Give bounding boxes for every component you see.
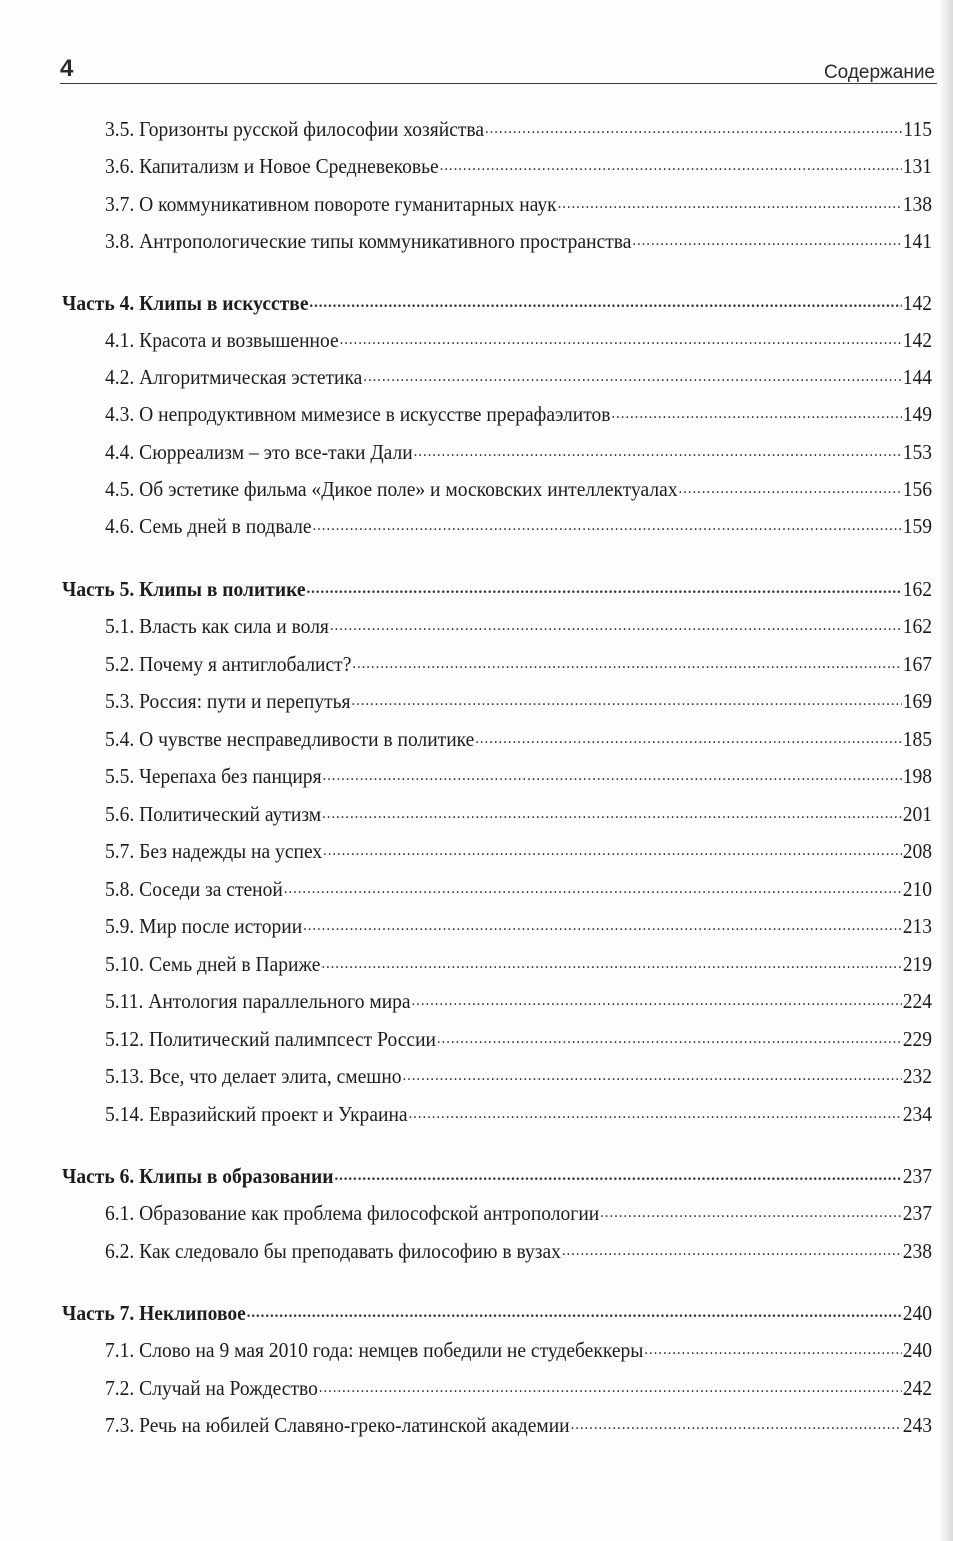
- toc-entry-number: Часть 4.: [62, 291, 135, 315]
- toc-entry-title: [105, 726, 474, 752]
- toc-page-number: 169: [902, 689, 932, 713]
- dot-leader: [414, 439, 902, 465]
- toc-entry-number: 5.4.: [105, 727, 135, 751]
- toc-entry-title: [62, 576, 306, 602]
- dot-leader: [408, 1101, 901, 1127]
- toc-entry: [105, 720, 932, 752]
- toc-entry-title: [105, 1412, 570, 1438]
- toc-page-number: 144: [902, 365, 932, 389]
- dot-leader: [440, 153, 902, 179]
- toc-entry-text: Слово на 9 мая 2010 года: немцев победили не студебеккеры: [139, 1338, 644, 1362]
- dot-leader: [323, 838, 902, 864]
- dot-leader: [334, 1163, 901, 1189]
- toc-entry-text: Речь на юбилей Славяно-греко-латинской академии: [139, 1413, 570, 1437]
- toc-entry: [105, 757, 932, 789]
- toc-entry-text: Семь дней в подвале: [139, 514, 312, 538]
- toc-page-number: 159: [902, 514, 932, 538]
- dot-leader: [558, 191, 902, 217]
- toc-entry: [105, 682, 932, 714]
- toc-page-number: 224: [902, 989, 932, 1013]
- toc-entry-text: Россия: пути и перепутья: [139, 689, 351, 713]
- dot-leader: [632, 228, 901, 254]
- toc-entry-title: [105, 1238, 561, 1264]
- toc-part-heading: [62, 1294, 932, 1326]
- toc-entry-text: Алгоритмическая эстетика: [139, 365, 363, 389]
- dot-leader: [352, 651, 901, 677]
- dot-leader: [319, 1375, 902, 1401]
- toc-entry-number: 5.7.: [105, 839, 135, 863]
- dot-leader: [351, 688, 901, 714]
- toc-page-number: 167: [902, 652, 932, 676]
- toc-entry-text: Все, что делает элита, смешно: [148, 1064, 402, 1088]
- toc-entry-text: Почему я антиглобалист?: [139, 652, 352, 676]
- toc-entry-text: Об эстетике фильма «Дикое поле» и московских интеллектуалах: [139, 477, 678, 501]
- dot-leader: [562, 1238, 902, 1264]
- toc-page-number: 243: [902, 1413, 932, 1437]
- toc-page-number: 213: [902, 914, 932, 938]
- toc-entry-number: 3.5.: [105, 117, 135, 141]
- toc-page-number: 201: [902, 802, 932, 826]
- toc-entry-number: 4.5.: [105, 477, 135, 501]
- toc-entry: [105, 870, 932, 902]
- toc-entry-title: [105, 838, 322, 864]
- toc-entry-number: Часть 6.: [62, 1164, 135, 1188]
- toc-entry-title: [105, 1200, 599, 1226]
- toc-entry-title: [105, 153, 439, 179]
- toc-entry-text: Горизонты русской философии хозяйства: [139, 117, 485, 141]
- toc-entry-text: Красота и возвышенное: [139, 328, 339, 352]
- toc-entry-number: 5.9.: [105, 914, 135, 938]
- dot-leader: [313, 513, 902, 539]
- toc-entry: [105, 358, 932, 390]
- toc-entry-number: 5.14.: [105, 1102, 145, 1126]
- toc-entry: [105, 1331, 932, 1363]
- toc-entry-text: О чувстве несправедливости в политике: [139, 727, 475, 751]
- toc-entry-number: 3.7.: [105, 192, 135, 216]
- toc-entry-title: [105, 439, 413, 465]
- toc-entry-title: [105, 1063, 402, 1089]
- toc-entry-title: [105, 327, 339, 353]
- toc-entry-text: Власть как сила и воля: [139, 614, 329, 638]
- toc-entry-title: [105, 1026, 436, 1052]
- toc-entry-text: Неклиповое: [139, 1301, 246, 1325]
- toc-entry: [105, 470, 932, 502]
- toc-entry-number: 5.5.: [105, 764, 135, 788]
- toc-page-number: 198: [902, 764, 932, 788]
- toc-page-number: 238: [902, 1239, 932, 1263]
- dot-leader: [679, 476, 902, 502]
- toc-page-number: 240: [902, 1301, 932, 1325]
- toc-entry: [105, 147, 932, 179]
- toc-entry: [105, 1020, 932, 1052]
- toc-page-number: 185: [902, 727, 932, 751]
- toc-entry-title: [62, 1163, 334, 1189]
- toc-entry: [105, 832, 932, 864]
- toc-entry-text: Политический аутизм: [139, 802, 322, 826]
- dot-leader: [321, 951, 901, 977]
- toc-entry-title: [105, 801, 321, 827]
- toc-entry: [105, 907, 932, 939]
- toc-entry-text: Клипы в искусстве: [139, 291, 309, 315]
- toc-page-number: 131: [902, 154, 932, 178]
- dot-leader: [247, 1300, 902, 1326]
- toc-page-number: 138: [902, 192, 932, 216]
- toc-page-number: 242: [902, 1376, 932, 1400]
- toc-entry: [105, 1232, 932, 1264]
- dot-leader: [340, 327, 902, 353]
- toc-page-number: 149: [902, 402, 932, 426]
- toc-entry-text: Как следовало бы преподавать философию в вузах: [139, 1239, 561, 1263]
- toc-entry-title: [105, 191, 557, 217]
- toc-page-number: 208: [902, 839, 932, 863]
- toc-entry-number: 5.3.: [105, 689, 135, 713]
- toc-entry: [105, 1095, 932, 1127]
- toc-entry-number: 3.8.: [105, 229, 135, 253]
- dot-leader: [571, 1412, 902, 1438]
- dot-leader: [309, 290, 901, 316]
- dot-leader: [485, 116, 902, 142]
- toc-entry-number: 7.2.: [105, 1376, 135, 1400]
- dot-leader: [644, 1337, 901, 1363]
- dot-leader: [330, 613, 902, 639]
- toc-entry-text: Политический палимпсест России: [148, 1027, 436, 1051]
- toc-entry-title: [105, 951, 320, 977]
- toc-part-heading: [62, 570, 932, 602]
- toc-entry-text: Капитализм и Новое Средневековье: [139, 154, 439, 178]
- toc-page-number: 115: [903, 117, 932, 141]
- toc-entry: [105, 945, 932, 977]
- toc-entry-number: 5.11.: [105, 989, 144, 1013]
- toc-entry-number: Часть 5.: [62, 577, 135, 601]
- toc-entry: [105, 433, 932, 465]
- toc-entry: [105, 1406, 932, 1438]
- toc-entry-number: 4.2.: [105, 365, 135, 389]
- dot-leader: [402, 1063, 901, 1089]
- toc-entry-title: [105, 476, 678, 502]
- toc-page-number: 153: [902, 440, 932, 464]
- toc-entry-number: 5.12.: [105, 1027, 145, 1051]
- toc-entry-text: О коммуникативном повороте гуманитарных наук: [139, 192, 557, 216]
- toc-entry-text: Семь дней в Париже: [148, 952, 321, 976]
- toc-entry-number: 3.6.: [105, 154, 135, 178]
- toc-page-number: 210: [902, 877, 932, 901]
- toc-entry-number: 4.6.: [105, 514, 135, 538]
- dot-leader: [284, 876, 902, 902]
- toc-entry-number: 4.4.: [105, 440, 135, 464]
- toc-entry: [105, 185, 932, 217]
- toc-entry-number: Часть 7.: [62, 1301, 135, 1325]
- toc-page-number: 142: [902, 291, 932, 315]
- toc-entry-number: 7.3.: [105, 1413, 135, 1437]
- toc-entry-number: 5.10.: [105, 952, 145, 976]
- toc-entry-title: [105, 688, 351, 714]
- toc-entry-number: 5.13.: [105, 1064, 145, 1088]
- toc-entry-number: 5.1.: [105, 614, 135, 638]
- toc-entry-title: [62, 290, 308, 316]
- toc-entry-text: Клипы в политике: [139, 577, 306, 601]
- toc-entry-title: [105, 651, 351, 677]
- toc-entry-text: Антропологические типы коммуникативного пространства: [139, 229, 632, 253]
- toc-entry: [105, 982, 932, 1014]
- toc-entry-number: 5.6.: [105, 802, 135, 826]
- toc-page-number: 237: [902, 1201, 932, 1225]
- toc-page-number: 240: [902, 1338, 932, 1362]
- toc-entry-text: О непродуктивном мимезисе в искусстве прерафаэлитов: [139, 402, 611, 426]
- toc-entry-title: [105, 763, 322, 789]
- dot-leader: [322, 763, 901, 789]
- toc-entry-text: Черепаха без панциря: [139, 764, 322, 788]
- toc-entry: [105, 1057, 932, 1089]
- toc-page-number: 162: [902, 577, 932, 601]
- toc-entry-title: [105, 364, 362, 390]
- toc-entry-title: [105, 116, 484, 142]
- toc-entry-title: [105, 613, 329, 639]
- toc-entry-text: Образование как проблема философской антропологии: [139, 1201, 600, 1225]
- toc-entry-title: [105, 913, 302, 939]
- dot-leader: [437, 1026, 902, 1052]
- toc-entry: [105, 607, 932, 639]
- toc-entry-title: [105, 401, 610, 427]
- running-head-title: Содержание: [823, 62, 935, 83]
- toc-entry-title: [105, 1375, 318, 1401]
- toc-entry-number: 5.8.: [105, 877, 135, 901]
- dot-leader: [363, 364, 901, 390]
- toc-entry: [105, 795, 932, 827]
- page-number: 4: [60, 55, 74, 82]
- toc-entry: [105, 110, 932, 142]
- dot-leader: [611, 401, 901, 427]
- toc-entry-text: Без надежды на успех: [139, 839, 323, 863]
- toc-entry-number: 6.2.: [105, 1239, 135, 1263]
- toc-entry-title: [105, 228, 631, 254]
- toc-entry-text: Клипы в образовании: [139, 1164, 334, 1188]
- toc-entry: [105, 1369, 932, 1401]
- toc-entry-title: [105, 876, 283, 902]
- toc-entry-number: 4.1.: [105, 328, 135, 352]
- dot-leader: [600, 1200, 902, 1226]
- dot-leader: [475, 726, 902, 752]
- dot-leader: [306, 576, 901, 602]
- toc-entry-number: 5.2.: [105, 652, 135, 676]
- toc-entry-title: [62, 1300, 246, 1326]
- toc-entry-title: [105, 513, 312, 539]
- header-rule-divider: [60, 83, 937, 84]
- toc-entry: [105, 395, 932, 427]
- toc-entry-number: 4.3.: [105, 402, 135, 426]
- toc-entry-text: Сюрреализм – это все-таки Дали: [139, 440, 413, 464]
- toc-entry: [105, 645, 932, 677]
- toc-part-heading: [62, 1157, 932, 1189]
- toc-entry: [105, 321, 932, 353]
- dot-leader: [412, 988, 902, 1014]
- toc-entry-text: Евразийский проект и Украина: [148, 1102, 408, 1126]
- toc-page-number: 141: [902, 229, 932, 253]
- dot-leader: [303, 913, 902, 939]
- toc-entry-title: [105, 1337, 643, 1363]
- toc-page-number: 142: [902, 328, 932, 352]
- page-edge-shadow: [939, 0, 953, 1541]
- toc-entry-text: Мир после истории: [139, 914, 303, 938]
- toc-entry-number: 6.1.: [105, 1201, 135, 1225]
- toc-page-number: 156: [902, 477, 932, 501]
- toc-page-number: 162: [902, 614, 932, 638]
- toc-page-number: 219: [902, 952, 932, 976]
- toc-page-number: 229: [902, 1027, 932, 1051]
- toc-entry-title: [105, 1101, 408, 1127]
- toc-page-number: 232: [902, 1064, 932, 1088]
- toc-entry-text: Случай на Рождество: [139, 1376, 318, 1400]
- toc-entry-text: Антология параллельного мира: [148, 989, 411, 1013]
- dot-leader: [322, 801, 902, 827]
- toc-entry-title: [105, 988, 411, 1014]
- toc-page-number: 234: [902, 1102, 932, 1126]
- toc-entry: [105, 507, 932, 539]
- toc-entry: [105, 1194, 932, 1226]
- toc-page-number: 237: [902, 1164, 932, 1188]
- toc-part-heading: [62, 284, 932, 316]
- toc-entry-text: Соседи за стеной: [139, 877, 283, 901]
- toc-entry-number: 7.1.: [105, 1338, 135, 1362]
- toc-entry: [105, 222, 932, 254]
